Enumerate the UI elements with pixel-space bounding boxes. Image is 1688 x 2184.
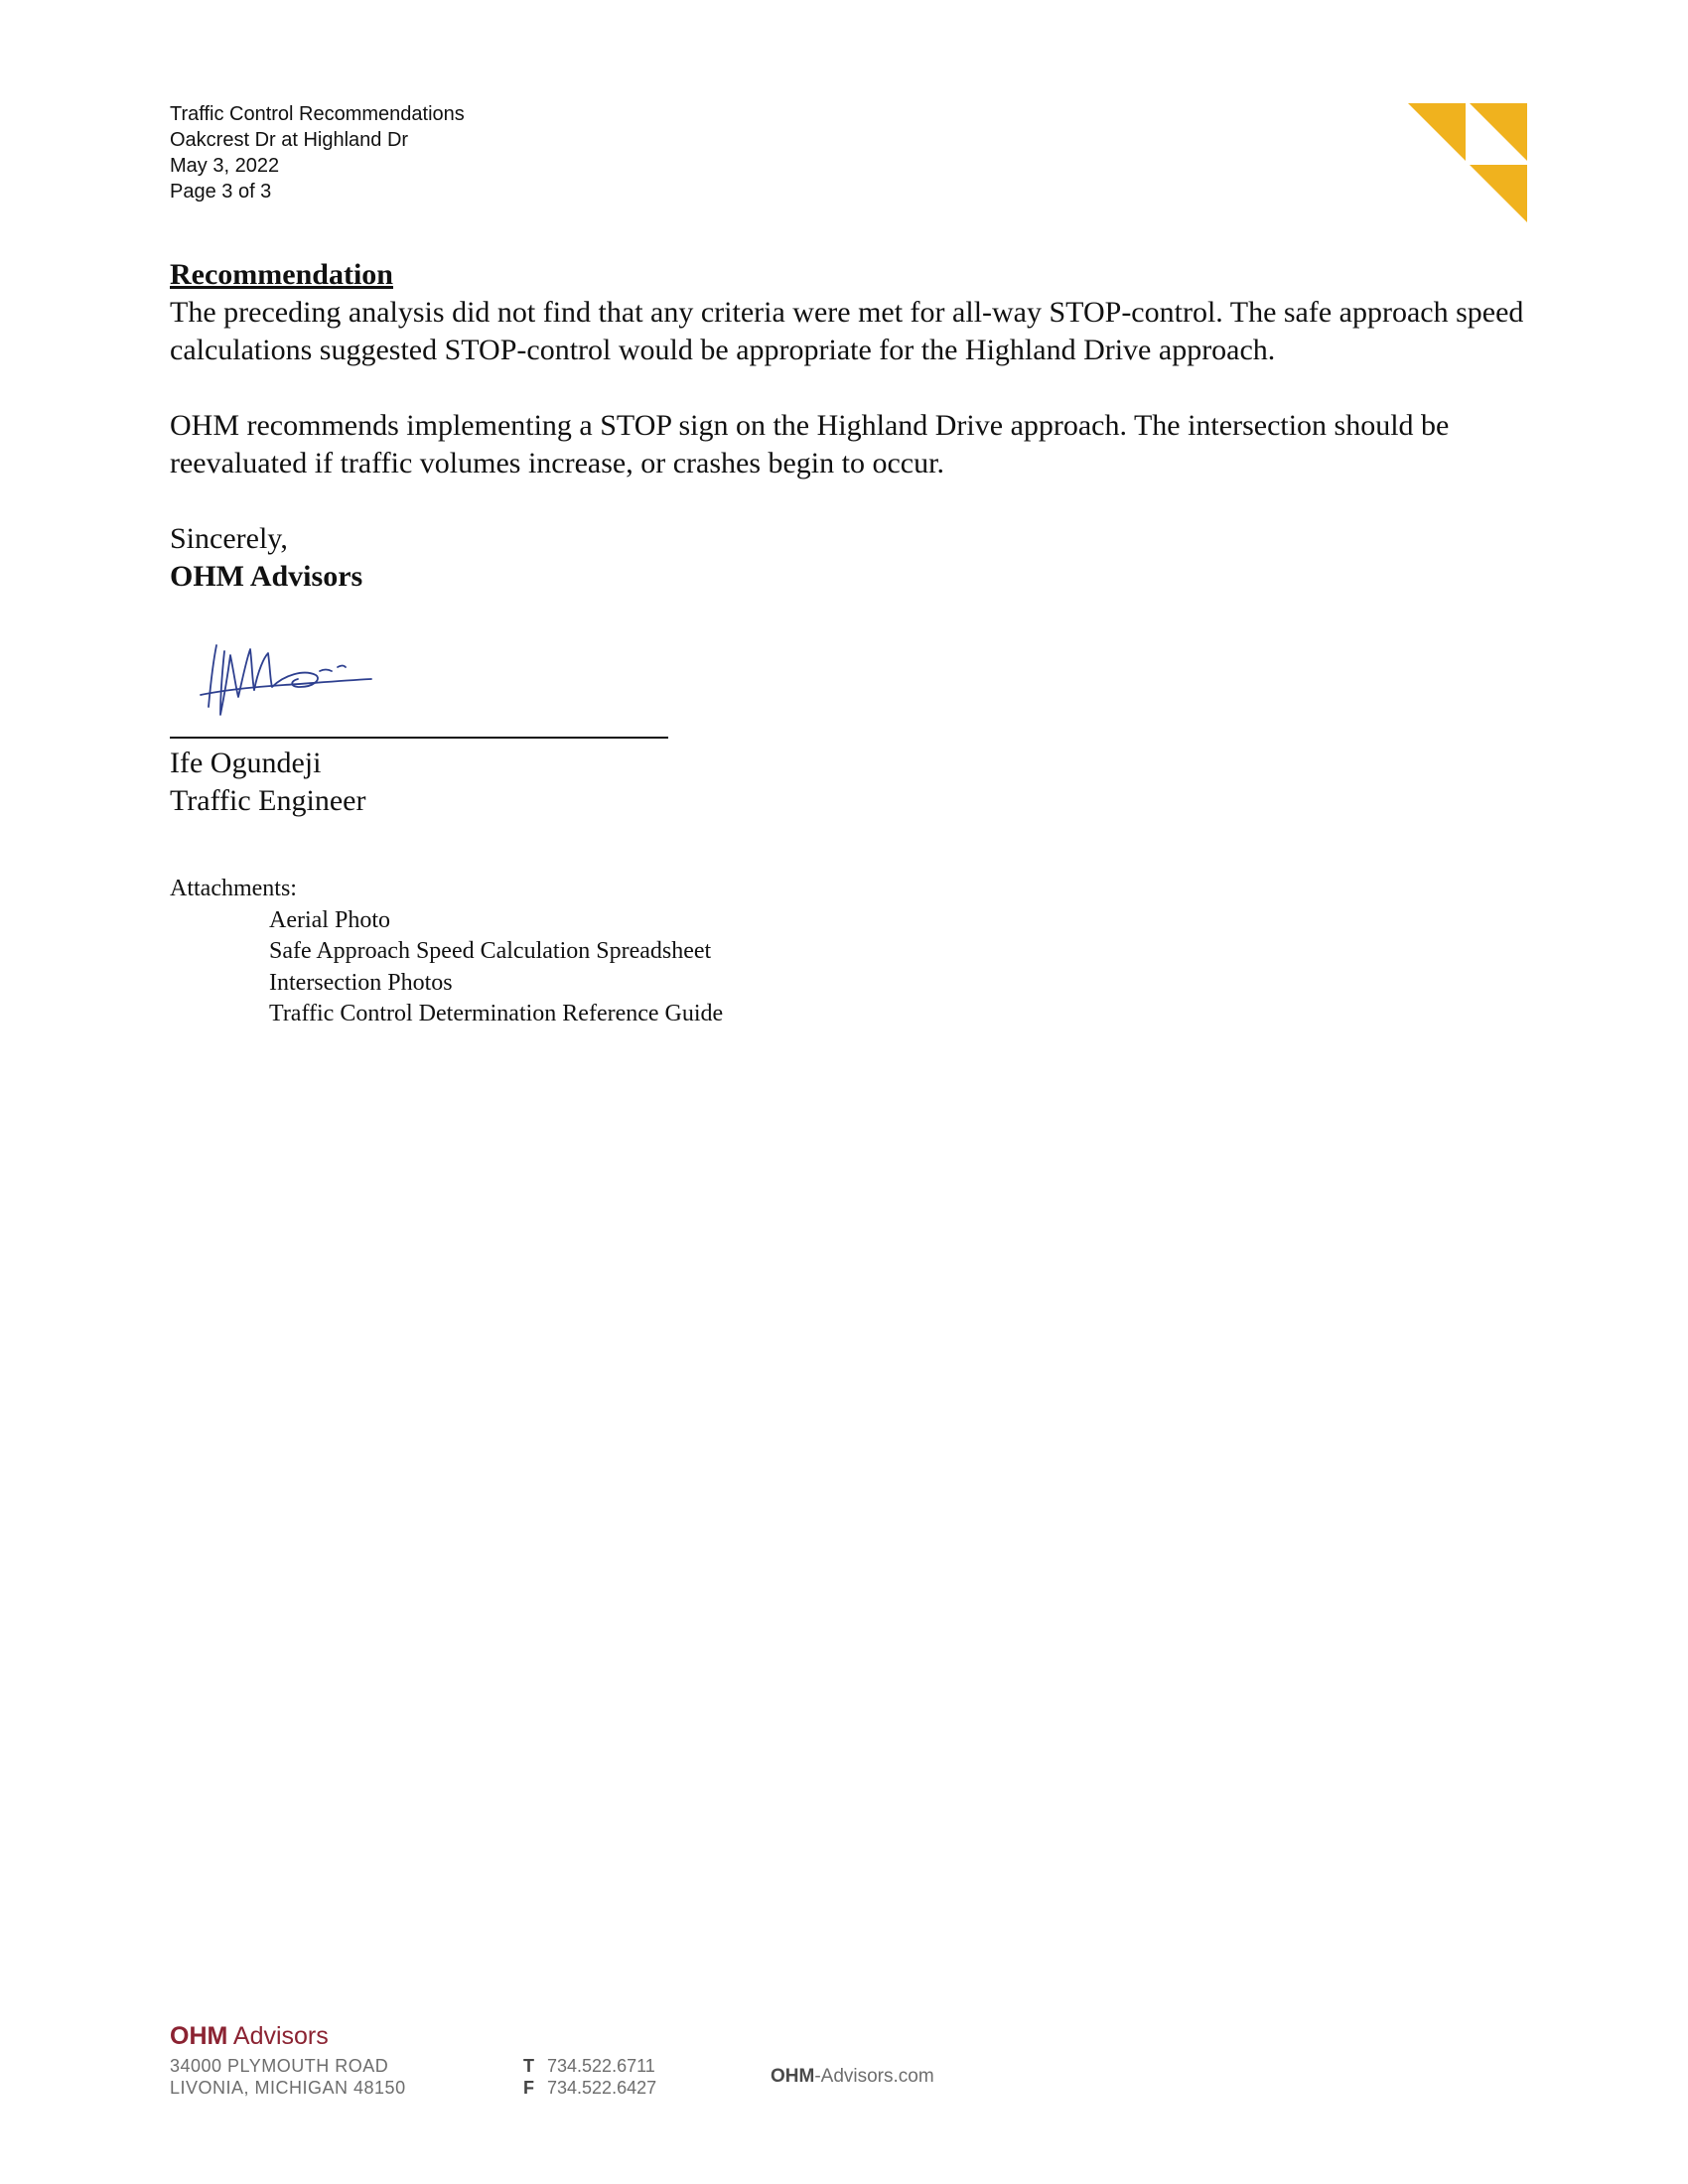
footer-brand-rest: Advisors [227,2022,329,2050]
footer-address-line-2: LIVONIA, MICHIGAN 48150 [170,2078,406,2098]
footer-brand [170,2021,329,2051]
attachments-list [170,905,723,1030]
header-page-number: Page 3 of 3 [170,181,272,203]
header-date: May 3, 2022 [170,155,280,177]
letterhead-footer [170,2021,934,2105]
closing-firm-name: OHM Advisors [170,560,363,593]
footer-fax-label: F [523,2078,534,2098]
footer-website-rest: -Advisors.com [814,2066,934,2087]
footer-contact [523,2055,656,2099]
attachments-section [170,874,723,1030]
recommendation-paragraph-2: OHM recommends implementing a STOP sign on the Highland Drive approach. The intersection should be reevaluated if traffic volumes increase, or crashes begin to occur. [170,409,1450,479]
footer-address [170,2055,406,2099]
signer-title: Traffic Engineer [170,784,366,817]
footer-phone-label: T [523,2056,534,2076]
attachment-item: Aerial Photo [269,906,390,933]
attachment-item: Intersection Photos [269,969,453,996]
footer-address-line-1: 34000 PLYMOUTH ROAD [170,2056,389,2076]
attachment-item: Traffic Control Determination Reference Guide [269,1001,724,1026]
closing-salutation: Sincerely, [170,522,288,555]
footer-website-bold: OHM [771,2066,815,2087]
letter-body [170,256,1530,596]
document-header [170,101,465,205]
attachments-label: Attachments: [170,876,297,901]
footer-brand-bold: OHM [170,2022,228,2050]
signer-block [170,745,365,820]
attachment-item: Safe Approach Speed Calculation Spreadsheet [269,938,712,964]
footer-fax: 734.522.6427 [547,2078,657,2098]
closing-block [170,520,1530,596]
header-location: Oakcrest Dr at Highland Dr [170,129,409,151]
footer-website [771,2066,934,2088]
signature-line [170,737,668,739]
triangles-logo-icon [1408,103,1527,222]
header-title: Traffic Control Recommendations [170,103,465,125]
handwritten-signature [195,635,393,725]
section-heading: Recommendation [170,258,393,291]
recommendation-paragraph-1: The preceding analysis did not find that any criteria were met for all-way STOP-control. The safe approach speed calculations suggested STOP-control would be appropriate for the Highland Drive approach. [170,296,1524,366]
footer-phone: 734.522.6711 [547,2056,655,2076]
signer-name: Ife Ogundeji [170,747,322,779]
